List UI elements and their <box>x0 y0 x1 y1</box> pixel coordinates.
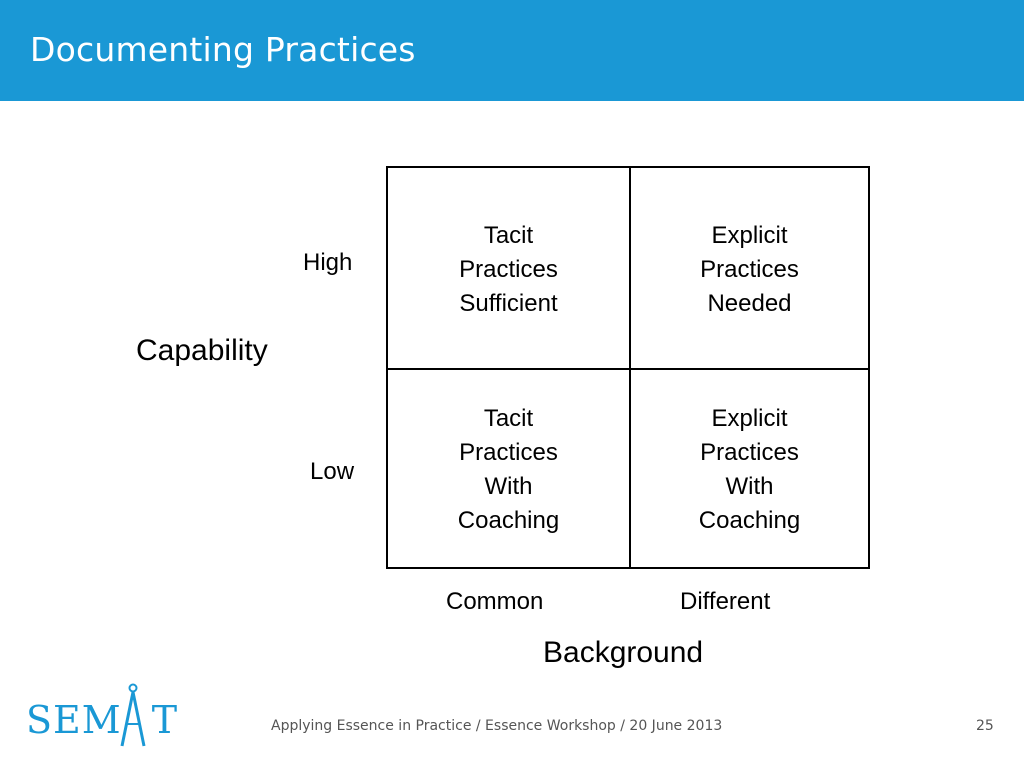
x-axis-title: Background <box>543 636 704 669</box>
cell-line: With <box>725 473 774 500</box>
cell-line: Tacit <box>483 222 534 249</box>
cell-line: Practices <box>700 256 799 283</box>
column-label-different: Different <box>680 588 771 615</box>
page-number: 25 <box>976 718 994 734</box>
cell-line: Tacit <box>483 405 534 432</box>
matrix-cell-low-different <box>631 402 868 538</box>
cell-line: Practices <box>700 439 799 466</box>
slide-title: Documenting Practices <box>30 30 416 69</box>
cell-line: Needed <box>707 290 792 317</box>
practice-matrix <box>386 166 870 569</box>
row-label-high: High <box>303 249 353 276</box>
logo-text-right: T <box>151 698 179 742</box>
matrix-cell-high-different <box>631 219 868 321</box>
column-label-common: Common <box>446 588 544 615</box>
row-label-low: Low <box>310 458 355 485</box>
cell-line: Coaching <box>698 507 801 534</box>
footer-text: Applying Essence in Practice / Essence Workshop / 20 June 2013 <box>271 718 723 734</box>
cell-line: Practices <box>459 439 558 466</box>
matrix-divider-horizontal <box>388 368 868 370</box>
cell-line: Practices <box>459 256 558 283</box>
title-bar <box>0 0 1024 101</box>
compass-icon <box>26 682 178 758</box>
cell-line: Coaching <box>457 507 560 534</box>
cell-line: Explicit <box>711 222 788 249</box>
cell-line: With <box>484 473 533 500</box>
semat-logo <box>26 682 178 758</box>
y-axis-title: Capability <box>136 334 268 367</box>
logo-text-left: SEM <box>26 698 122 742</box>
cell-line: Explicit <box>711 405 788 432</box>
cell-line: Sufficient <box>459 290 558 317</box>
matrix-cell-low-common <box>388 402 629 538</box>
matrix-cell-high-common <box>388 219 629 321</box>
